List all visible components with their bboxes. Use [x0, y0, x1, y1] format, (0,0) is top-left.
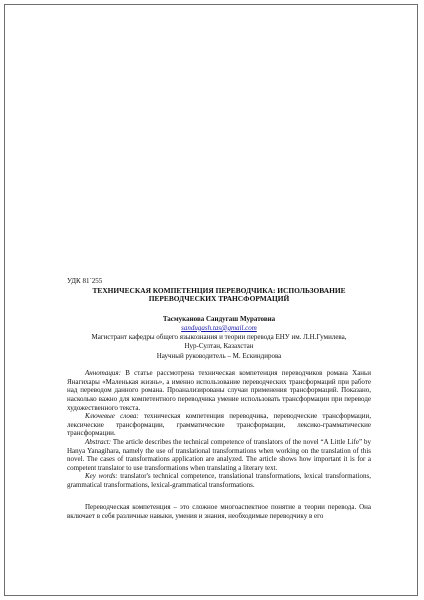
article-title [67, 287, 371, 305]
keywords-english [67, 472, 371, 489]
page-frame [4, 4, 418, 596]
abstract-russian-text: В статье рассмотрена техническая компетенция переводчиков романа Ханьи Янагихары «Маленькая жизнь», а именно использование переводческих трансформаций при работе над переводом данного романа. Проанализированы случаи применения трансформаций. Показано, насколько важно для компетентного переводчика умение использовать трансформации при переводе художественного текста. [67, 369, 371, 412]
author-email-link[interactable]: sandugash.tas@gmail.com [181, 323, 257, 332]
keywords-english-text: translator's technical competence, translational transformations, lexical transformations, grammatical transformations, lexical-grammatical transformations. [67, 472, 372, 489]
body-paragraph: Переводческая компетенция – это сложное многоаспектное понятие в теории перевода. Она включает в себя различные навыки, умения и знания, необходимые переводчику в его [67, 503, 371, 521]
affiliation-line-2: Нур-Султан, Казахстан [184, 341, 254, 350]
title-line-1: ТЕХНИЧЕСКАЯ КОМПЕТЕНЦИЯ ПЕРЕВОДЧИКА: ИСПОЛЬЗОВАНИЕ [92, 285, 346, 295]
abstract-russian-label: Аннотация: [85, 369, 121, 378]
abstract-russian [67, 369, 371, 412]
udk-code: УДК 81`255 [67, 277, 103, 285]
keywords-russian [67, 412, 371, 438]
abstract-english-text: The article describes the technical competence of translators of the novel “A Little Life” by Hanya Yanagihara, namely the use of translational transformations when working on the translation of this novel. The cases of transformations application are analyzed. The article shows how important it is for a competent translator to use transformations when translating a literary text. [67, 437, 371, 472]
scientific-supervisor: Научный руководитель – М. Ескиндирова [156, 351, 282, 360]
author-affiliation [67, 333, 371, 350]
title-line-2: ПЕРЕВОДЧЕСКИХ ТРАНСФОРМАЦИЙ [148, 294, 290, 304]
keywords-russian-label: Ключевые слова: [85, 412, 139, 421]
affiliation-line-1: Магистрант кафедры общего языкознания и теории перевода ЕНУ им. Л.Н.Гумилева, [91, 333, 347, 342]
keywords-english-label: Key words: [85, 472, 118, 481]
abstract-english [67, 438, 371, 472]
abstract-english-label: Abstract: [85, 437, 112, 446]
article-content [67, 277, 371, 521]
author-name: Тасмуканова Сандугаш Муратовна [162, 315, 276, 324]
keywords-russian-text: техническая компетенция переводчика, переводческие трансформации, лексические трансформации, грамматические трансформации, лексико-грамматические трансформации. [67, 412, 371, 438]
